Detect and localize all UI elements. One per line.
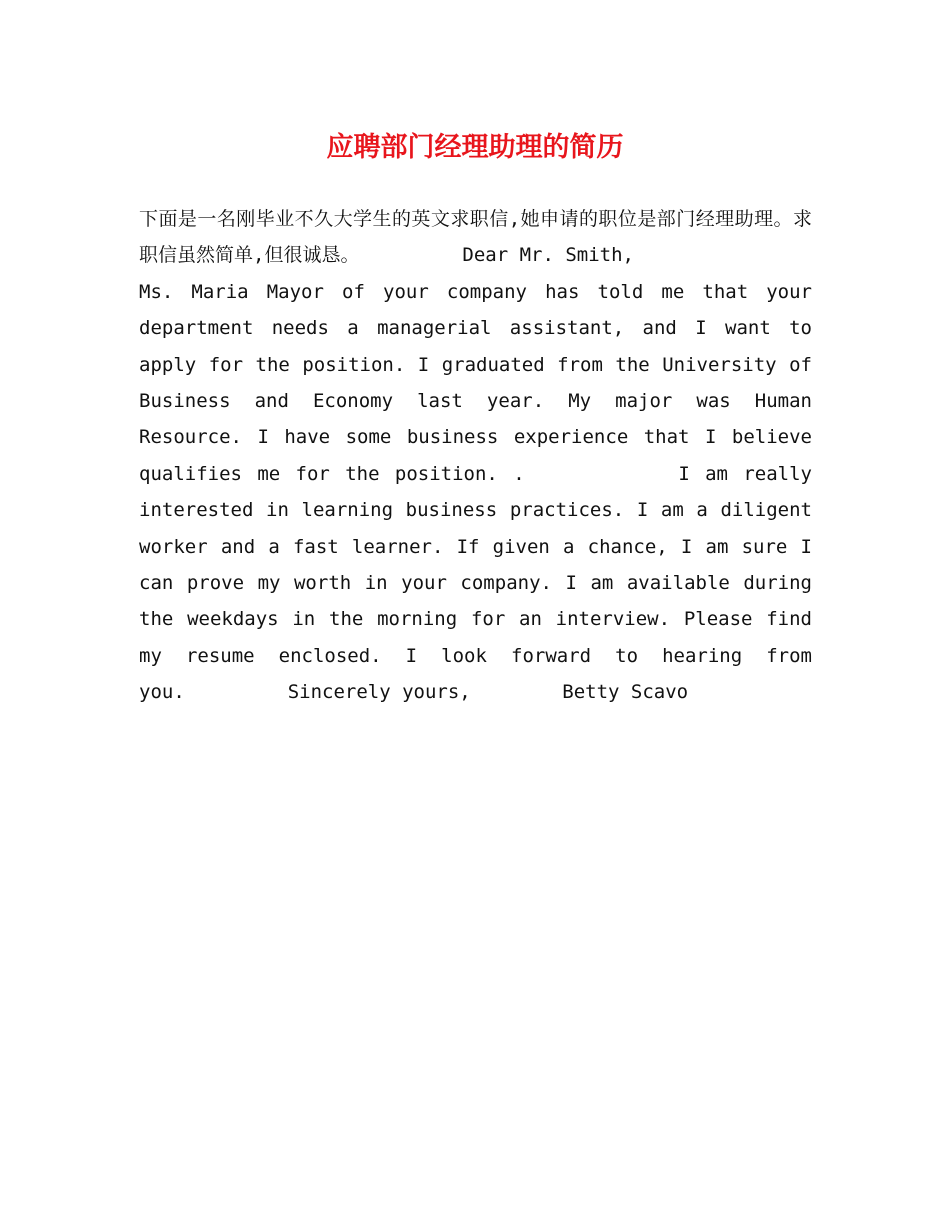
salutation: Dear Mr. Smith,	[462, 244, 634, 267]
document-body	[139, 201, 824, 711]
letter-body-part2: I am really interested in learning business practices. I am a diligent worker and a fast learner. If given a chance, I am sure I can prove my worth in your company. I am available during the weekdays in the morning for an interview. Please find my resume enclosed. I look forward to hearing from you.	[139, 462, 824, 704]
letter-body-part1: Ms. Maria Mayor of your company has told me that your department needs a managerial assistant, and I want to apply for the position. I graduated from the University of Business and Economy last year. My major was Human Resource. I have some business experience that I believe qualifies me for the position. .	[139, 280, 824, 485]
document-title: 应聘部门经理助理的简历	[326, 132, 624, 163]
intro-paragraph: 下面是一名刚毕业不久大学生的英文求职信,她申请的职位是部门经理助理。求职信虽然简单,但很诚恳。	[139, 208, 812, 267]
signature: Betty Scavo	[562, 681, 689, 704]
closing: Sincerely yours,	[287, 681, 471, 704]
